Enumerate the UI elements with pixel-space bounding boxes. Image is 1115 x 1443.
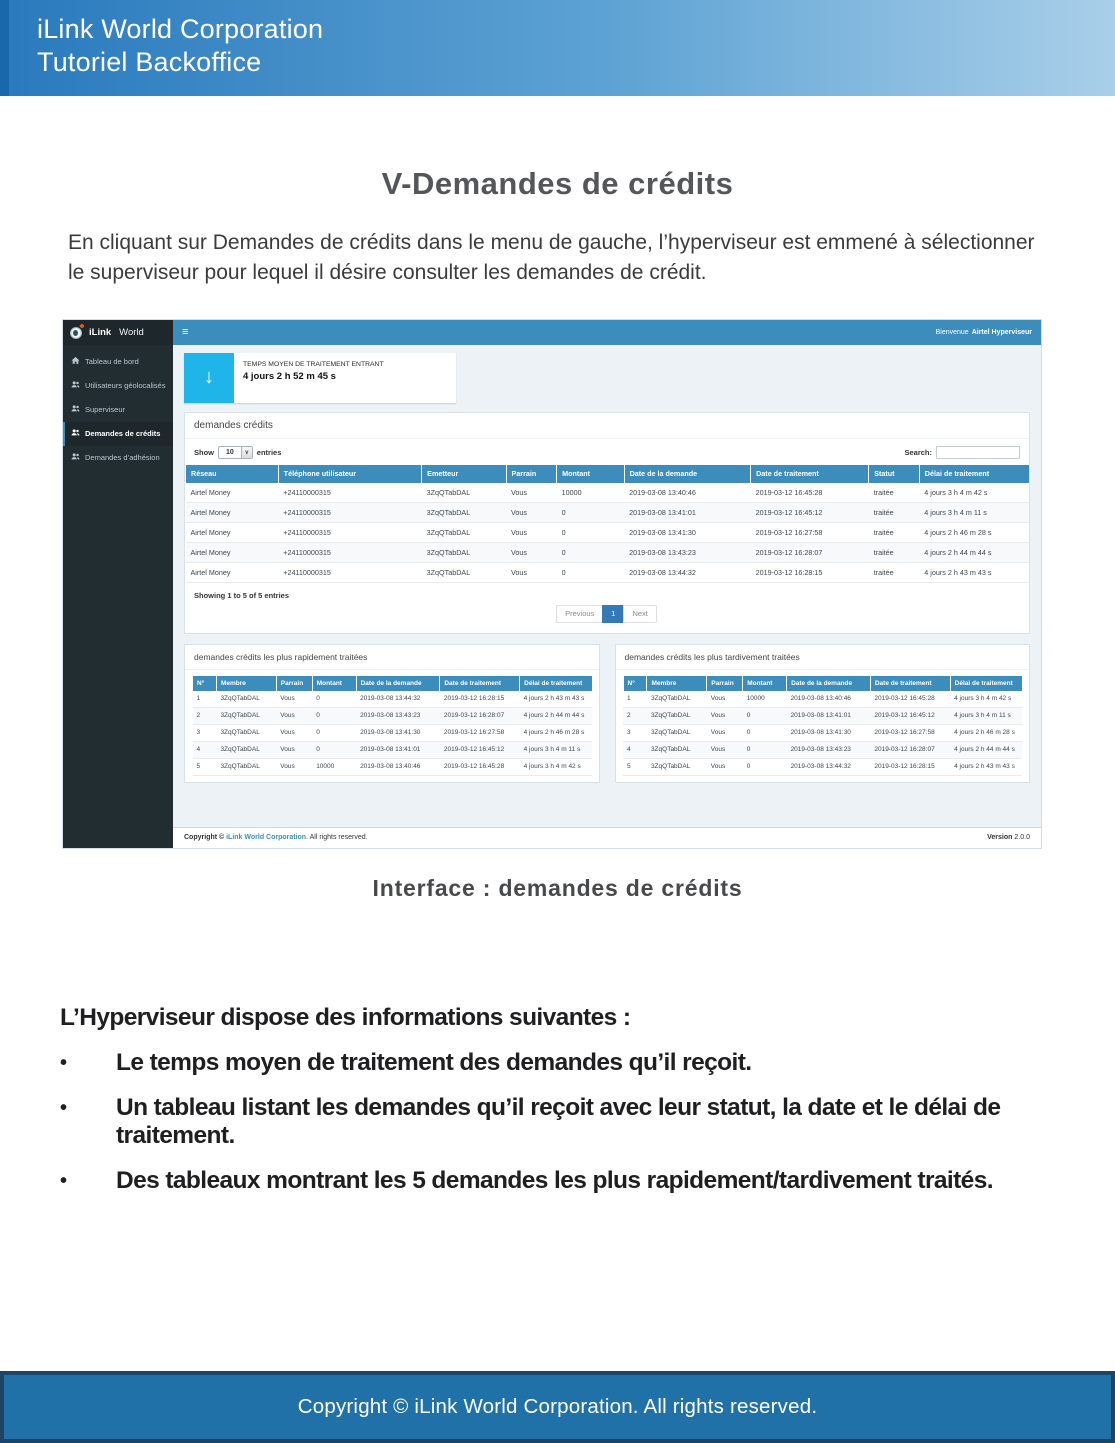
- cell-montant: 0: [743, 724, 787, 741]
- welcome-text: [936, 329, 1041, 336]
- users-icon: [71, 452, 80, 463]
- cell-delai: 4 jours 2 h 46 m 28 s: [520, 724, 592, 741]
- cell-membre: 3ZqQTabDAL: [216, 758, 276, 775]
- cell-emetteur: 3ZqQTabDAL: [422, 483, 506, 503]
- screenshot-caption: Interface : demandes de crédits: [372, 874, 743, 901]
- chevron-down-icon: ∨: [241, 447, 252, 458]
- cell-statut: traitée: [869, 542, 920, 562]
- cell-parrain: Vous: [276, 741, 312, 758]
- intro-paragraph: En cliquant sur Demandes de crédits dans le menu de gauche, l’hyperviseur est emmené à sélectionner le superviseur pour lequel il désire consulter les demandes de crédit.: [68, 231, 1035, 285]
- sidebar-item[interactable]: [63, 374, 173, 398]
- bullet-glyph: •: [60, 1096, 67, 1119]
- slowest-panel-title: demandes crédits les plus tardivement traitées: [616, 645, 1030, 670]
- cell-date-traitement: 2019-03-12 16:28:15: [751, 562, 869, 582]
- cell-montant: 0: [557, 542, 624, 562]
- table-header-cell[interactable]: Parrain: [506, 465, 557, 483]
- entries-select-value: 10: [226, 448, 234, 456]
- table-row: [623, 758, 1022, 775]
- cell-delai: 4 jours 2 h 43 m 43 s: [950, 758, 1022, 775]
- page-size-control: [194, 446, 281, 459]
- cell-membre: 3ZqQTabDAL: [216, 707, 276, 724]
- search-input[interactable]: [936, 446, 1020, 459]
- cell-date-demande: 2019-03-08 13:41:01: [356, 741, 440, 758]
- table-header-cell[interactable]: Parrain: [276, 676, 312, 691]
- table-header-cell[interactable]: Date de traitement: [751, 465, 869, 483]
- credit-requests-panel: [184, 412, 1030, 634]
- cell-num: 5: [193, 758, 217, 775]
- fastest-panel-title: demandes crédits les plus rapidement traitées: [185, 645, 599, 670]
- cell-delai: 4 jours 2 h 44 m 44 s: [919, 542, 1029, 562]
- fastest-processed-panel: [184, 644, 600, 783]
- panel-title: demandes crédits: [185, 413, 1029, 439]
- cell-num: 2: [193, 707, 217, 724]
- version-label: Version: [987, 834, 1013, 842]
- cell-delai: 4 jours 2 h 46 m 28 s: [919, 522, 1029, 542]
- table-header-row: [193, 676, 592, 691]
- cell-date-demande: 2019-03-08 13:43:23: [787, 741, 871, 758]
- cell-emetteur: 3ZqQTabDAL: [422, 562, 506, 582]
- welcome-username: Airtel Hyperviseur: [971, 328, 1032, 336]
- sidebar-item-label: Tableau de bord: [85, 357, 139, 367]
- table-header-cell[interactable]: Parrain: [707, 676, 743, 691]
- table-row: [193, 741, 592, 758]
- cell-date-traitement: 2019-03-12 16:45:28: [440, 758, 520, 775]
- cell-telephone: +24110000315: [278, 562, 421, 582]
- cell-parrain: Vous: [506, 522, 557, 542]
- cell-date-traitement: 2019-03-12 16:28:15: [440, 691, 520, 708]
- sidebar-item[interactable]: [63, 446, 173, 470]
- fastest-table: [192, 676, 592, 776]
- cell-montant: 0: [557, 562, 624, 582]
- cell-membre: 3ZqQTabDAL: [647, 691, 707, 708]
- table-header-cell[interactable]: N°: [623, 676, 647, 691]
- bullet-item: [60, 1167, 1075, 1195]
- backoffice-screenshot: [62, 319, 1042, 849]
- cell-emetteur: 3ZqQTabDAL: [422, 522, 506, 542]
- app-top-navbar: [63, 320, 1041, 345]
- cell-date-demande: 2019-03-08 13:41:30: [787, 724, 871, 741]
- cell-num: 1: [193, 691, 217, 708]
- banner-line1: iLink World Corporation: [37, 14, 324, 44]
- infobox-label: TEMPS MOYEN DE TRAITEMENT ENTRANT: [243, 360, 384, 368]
- table-header-cell[interactable]: Téléphone utilisateur: [278, 465, 421, 483]
- cell-membre: 3ZqQTabDAL: [647, 724, 707, 741]
- cell-montant: 0: [312, 741, 356, 758]
- table-row: [623, 724, 1022, 741]
- show-label: Show: [194, 447, 214, 457]
- table-header-cell[interactable]: N°: [193, 676, 217, 691]
- cell-date-traitement: 2019-03-12 16:45:12: [870, 707, 950, 724]
- table-row: [193, 707, 592, 724]
- table-header-cell[interactable]: Emetteur: [422, 465, 506, 483]
- cell-num: 5: [623, 758, 647, 775]
- cell-parrain: Vous: [707, 741, 743, 758]
- next-page-button[interactable]: Next: [623, 605, 656, 623]
- document-footer-text: Copyright © iLink World Corporation. All rights reserved.: [297, 1395, 818, 1418]
- version-value: 2.0.0: [1014, 834, 1030, 842]
- cell-num: 4: [623, 741, 647, 758]
- table-header-cell[interactable]: Date de traitement: [440, 676, 520, 691]
- cell-montant: 0: [312, 724, 356, 741]
- cell-parrain: Vous: [506, 562, 557, 582]
- table-header-cell[interactable]: Délai de traitement: [520, 676, 592, 691]
- cell-delai: 4 jours 2 h 46 m 28 s: [950, 724, 1022, 741]
- cell-telephone: +24110000315: [278, 522, 421, 542]
- cell-membre: 3ZqQTabDAL: [647, 707, 707, 724]
- cell-num: 3: [623, 724, 647, 741]
- table-header-row: [623, 676, 1022, 691]
- table-header-cell[interactable]: Membre: [647, 676, 707, 691]
- cell-date-traitement: 2019-03-12 16:27:58: [440, 724, 520, 741]
- cell-reseau: Airtel Money: [186, 522, 279, 542]
- document-header-banner: [0, 0, 1115, 96]
- app-footer-copyright: [184, 834, 368, 841]
- cell-membre: 3ZqQTabDAL: [216, 691, 276, 708]
- cell-parrain: Vous: [276, 724, 312, 741]
- cell-parrain: Vous: [707, 691, 743, 708]
- cell-delai: 4 jours 3 h 4 m 42 s: [520, 758, 592, 775]
- search-label: Search:: [904, 447, 932, 457]
- cell-reseau: Airtel Money: [186, 483, 279, 503]
- cell-montant: 0: [557, 502, 624, 522]
- bullet-glyph: •: [60, 1051, 67, 1074]
- table-header-cell[interactable]: Statut: [869, 465, 920, 483]
- cell-membre: 3ZqQTabDAL: [216, 741, 276, 758]
- table-header-row: [186, 465, 1030, 483]
- cell-date-demande: 2019-03-08 13:40:46: [624, 483, 751, 503]
- cell-delai: 4 jours 3 h 4 m 11 s: [520, 741, 592, 758]
- table-header-cell[interactable]: Montant: [312, 676, 356, 691]
- table-header-cell[interactable]: Montant: [557, 465, 624, 483]
- cell-parrain: Vous: [506, 483, 557, 503]
- slowest-table: [623, 676, 1023, 776]
- cell-delai: 4 jours 3 h 4 m 42 s: [919, 483, 1029, 503]
- cell-parrain: Vous: [276, 691, 312, 708]
- table-header-cell[interactable]: Date de la demande: [356, 676, 440, 691]
- cell-parrain: Vous: [276, 758, 312, 775]
- cell-montant: 0: [743, 758, 787, 775]
- cell-date-traitement: 2019-03-12 16:45:28: [751, 483, 869, 503]
- cell-montant: 0: [743, 741, 787, 758]
- cell-montant: 10000: [743, 691, 787, 708]
- cell-date-demande: 2019-03-08 13:41:01: [787, 707, 871, 724]
- credit-requests-table: [185, 465, 1029, 583]
- copyright-prefix: Copyright ©: [184, 834, 227, 842]
- table-row: [186, 542, 1030, 562]
- cell-telephone: +24110000315: [278, 542, 421, 562]
- cell-date-demande: 2019-03-08 13:41:30: [356, 724, 440, 741]
- cell-date-traitement: 2019-03-12 16:27:58: [870, 724, 950, 741]
- cell-delai: 4 jours 3 h 4 m 11 s: [919, 502, 1029, 522]
- cell-montant: 0: [557, 522, 624, 542]
- cell-date-traitement: 2019-03-12 16:45:28: [870, 691, 950, 708]
- cell-membre: 3ZqQTabDAL: [647, 758, 707, 775]
- bullet-text: Des tableaux montrant les 5 demandes les plus rapidement/tardivement traités.: [116, 1166, 993, 1194]
- bullet-glyph: •: [60, 1169, 67, 1192]
- sidebar-item[interactable]: [63, 350, 173, 374]
- sidebar-item-label: Demandes d’adhésion: [85, 453, 160, 463]
- app-version: [987, 834, 1030, 841]
- table-row: [193, 691, 592, 708]
- table-row: [186, 502, 1030, 522]
- cell-date-demande: 2019-03-08 13:43:23: [624, 542, 751, 562]
- cell-reseau: Airtel Money: [186, 562, 279, 582]
- table-header-cell[interactable]: Réseau: [186, 465, 279, 483]
- cell-delai: 4 jours 2 h 43 m 43 s: [520, 691, 592, 708]
- cell-reseau: Airtel Money: [186, 542, 279, 562]
- cell-date-traitement: 2019-03-12 16:28:07: [440, 707, 520, 724]
- cell-date-demande: 2019-03-08 13:44:32: [787, 758, 871, 775]
- table-header-cell[interactable]: Date de la demande: [787, 676, 871, 691]
- sidebar-item-label: Utilisateurs géolocalisés: [85, 381, 166, 391]
- info-heading: L’Hyperviseur dispose des informations suivantes :: [60, 1003, 631, 1031]
- cell-emetteur: 3ZqQTabDAL: [422, 542, 506, 562]
- app-footer: [173, 827, 1041, 848]
- table-header-cell[interactable]: Délai de traitement: [950, 676, 1022, 691]
- cell-date-traitement: 2019-03-12 16:28:15: [870, 758, 950, 775]
- brand-name-bold: iLink: [89, 326, 112, 338]
- cell-date-traitement: 2019-03-12 16:28:07: [870, 741, 950, 758]
- cell-delai: 4 jours 2 h 44 m 44 s: [520, 707, 592, 724]
- cell-statut: traitée: [869, 483, 920, 503]
- cell-num: 2: [623, 707, 647, 724]
- banner-line2: Tutoriel Backoffice: [37, 47, 262, 77]
- table-row: [623, 741, 1022, 758]
- cell-date-traitement: 2019-03-12 16:28:07: [751, 542, 869, 562]
- copyright-brand-link[interactable]: iLink World Corporation: [226, 834, 307, 842]
- sidebar-item-label: Demandes de crédits: [85, 429, 161, 439]
- cell-emetteur: 3ZqQTabDAL: [422, 502, 506, 522]
- cell-delai: 4 jours 3 h 4 m 42 s: [950, 691, 1022, 708]
- copyright-suffix: . All rights reserved.: [306, 834, 368, 842]
- cell-parrain: Vous: [707, 707, 743, 724]
- cell-delai: 4 jours 3 h 4 m 11 s: [950, 707, 1022, 724]
- search-control: [904, 446, 1020, 459]
- cell-statut: traitée: [869, 522, 920, 542]
- cell-date-traitement: 2019-03-12 16:45:12: [751, 502, 869, 522]
- bullet-item: [60, 1094, 1075, 1150]
- cell-num: 3: [193, 724, 217, 741]
- cell-date-demande: 2019-03-08 13:41:30: [624, 522, 751, 542]
- sidebar-item-label: Superviseur: [85, 405, 126, 415]
- sidebar-item[interactable]: [63, 422, 173, 446]
- down-arrow-icon: ↓: [184, 353, 234, 403]
- content-area: [173, 345, 1041, 827]
- cell-date-demande: 2019-03-08 13:41:01: [624, 502, 751, 522]
- app-logo[interactable]: [63, 320, 173, 345]
- cell-montant: 10000: [312, 758, 356, 775]
- cell-date-demande: 2019-03-08 13:40:46: [787, 691, 871, 708]
- previous-page-button[interactable]: Previous: [556, 605, 603, 623]
- cell-num: 1: [623, 691, 647, 708]
- sidebar-item[interactable]: [63, 398, 173, 422]
- table-row: [186, 562, 1030, 582]
- entries-select[interactable]: [218, 446, 253, 459]
- cell-montant: 0: [312, 707, 356, 724]
- cell-telephone: +24110000315: [278, 502, 421, 522]
- table-row: [186, 483, 1030, 503]
- table-header-cell[interactable]: Date de la demande: [624, 465, 751, 483]
- hamburger-icon[interactable]: ≡: [182, 325, 189, 338]
- cell-reseau: Airtel Money: [186, 502, 279, 522]
- info-section: [60, 1004, 1075, 1195]
- cell-montant: 0: [312, 691, 356, 708]
- table-row: [193, 758, 592, 775]
- bullet-text: Un tableau listant les demandes qu’il reçoit avec leur statut, la date et le délai de traitement.: [116, 1093, 1001, 1149]
- sidebar: [63, 345, 173, 848]
- welcome-prefix: Bienvenue: [935, 328, 969, 336]
- document-footer: [0, 1371, 1115, 1443]
- cell-date-demande: 2019-03-08 13:40:46: [356, 758, 440, 775]
- table-header-cell[interactable]: Délai de traitement: [919, 465, 1029, 483]
- navbar: [173, 320, 1041, 345]
- table-row: [623, 707, 1022, 724]
- cell-date-demande: 2019-03-08 13:44:32: [624, 562, 751, 582]
- pagination: [185, 600, 1029, 633]
- cell-montant: 10000: [557, 483, 624, 503]
- cell-date-traitement: 2019-03-12 16:45:12: [440, 741, 520, 758]
- cell-date-demande: 2019-03-08 13:44:32: [356, 691, 440, 708]
- cell-statut: traitée: [869, 502, 920, 522]
- avg-processing-time-infobox: [184, 353, 456, 403]
- cell-parrain: Vous: [707, 724, 743, 741]
- cell-parrain: Vous: [506, 502, 557, 522]
- users-icon: [71, 380, 80, 391]
- infobox-value: 4 jours 2 h 52 m 45 s: [243, 370, 336, 382]
- page-title: V-Demandes de crédits: [381, 166, 734, 201]
- cell-parrain: Vous: [707, 758, 743, 775]
- cell-date-demande: 2019-03-08 13:43:23: [356, 707, 440, 724]
- dashboard-icon: [71, 356, 80, 367]
- cell-delai: 4 jours 2 h 44 m 44 s: [950, 741, 1022, 758]
- table-summary: Showing 1 to 5 of 5 entries: [194, 590, 290, 600]
- table-row: [623, 691, 1022, 708]
- brand-name-light: World: [119, 326, 144, 338]
- users-icon: [71, 428, 80, 439]
- table-header-cell[interactable]: Montant: [743, 676, 787, 691]
- cell-delai: 4 jours 2 h 43 m 43 s: [919, 562, 1029, 582]
- cell-statut: traitée: [869, 562, 920, 582]
- cell-membre: 3ZqQTabDAL: [647, 741, 707, 758]
- users-icon: [71, 404, 80, 415]
- cell-parrain: Vous: [506, 542, 557, 562]
- globe-pin-logo-icon: [70, 325, 84, 339]
- bullet-text: Le temps moyen de traitement des demandes qu’il reçoit.: [116, 1048, 752, 1076]
- table-header-cell[interactable]: Membre: [216, 676, 276, 691]
- cell-parrain: Vous: [276, 707, 312, 724]
- table-header-cell[interactable]: Date de traitement: [870, 676, 950, 691]
- entries-label: entries: [256, 447, 282, 457]
- cell-num: 4: [193, 741, 217, 758]
- page-1-button[interactable]: 1: [602, 605, 624, 623]
- info-bullet-list: [60, 1049, 1075, 1195]
- table-row: [193, 724, 592, 741]
- bullet-item: [60, 1049, 1075, 1077]
- slowest-processed-panel: [615, 644, 1031, 783]
- cell-telephone: +24110000315: [278, 483, 421, 503]
- cell-date-traitement: 2019-03-12 16:27:58: [751, 522, 869, 542]
- table-row: [186, 522, 1030, 542]
- cell-membre: 3ZqQTabDAL: [216, 724, 276, 741]
- cell-montant: 0: [743, 707, 787, 724]
